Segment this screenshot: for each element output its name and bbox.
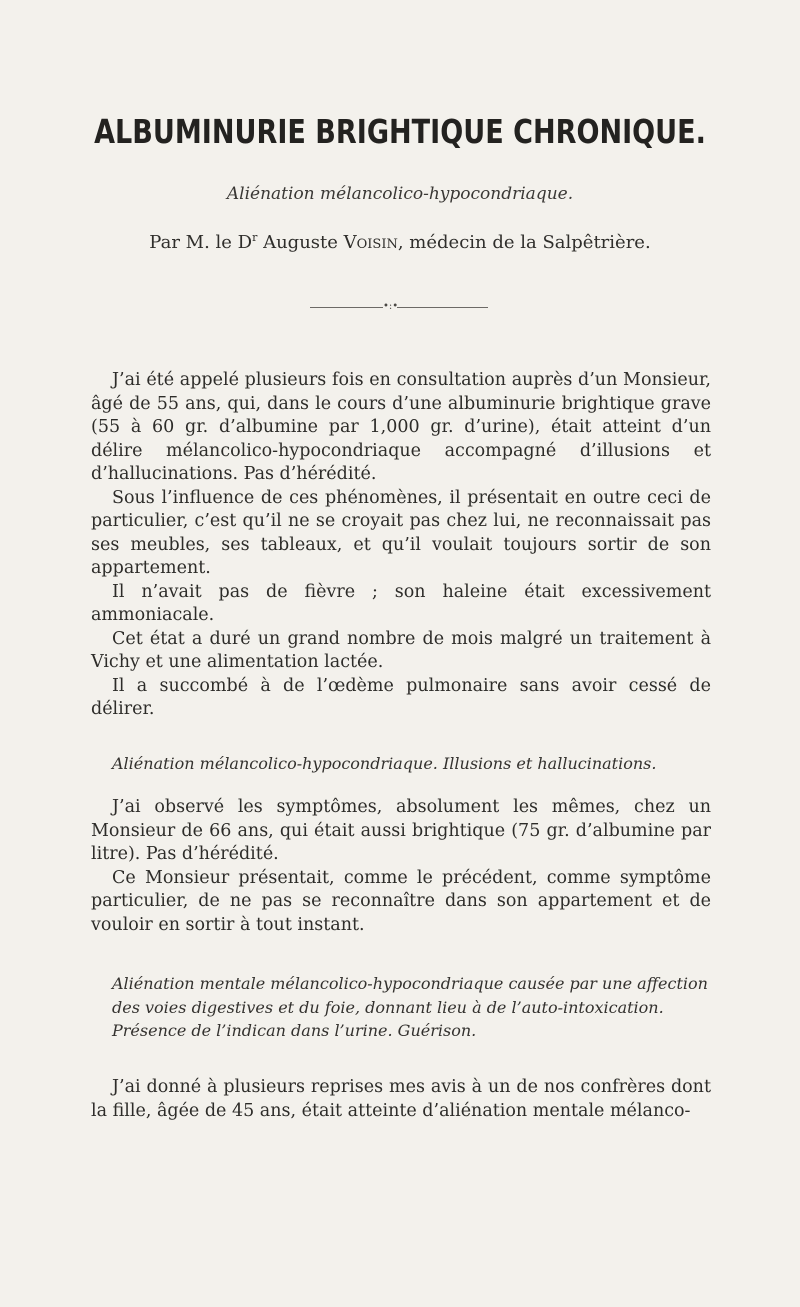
heading-line: des voies digestives et du foie, donnant lieu à de l’auto-intoxication. (112, 997, 664, 1017)
heading-line: Aliénation mentale mélancolico-hypocondriaque causée par une affection (112, 974, 708, 993)
paragraph: Sous l’influence de ces phénomènes, il présentait en outre ceci de particulier, c’est qu’il ne se croyait pas chez lui, ne reconnaissait pas ses meubles, ses tableaux, et qu’il voulait toujours sortir de son appartement. (91, 487, 711, 578)
article-subtitle: Aliénation mélancolico-hypocondriaque. (226, 184, 574, 204)
section-2-body (91, 796, 711, 937)
section-1-body (91, 369, 711, 722)
byline-author-first: Auguste (257, 232, 344, 253)
separator-rule (310, 307, 488, 308)
byline-suffix: , médecin de la Salpêtrière. (397, 232, 651, 253)
section-3-heading (91, 972, 711, 1043)
heading-line: Présence de l’indican dans l’urine. Guérison. (112, 1021, 477, 1040)
byline-prefix: Par M. le D (149, 232, 253, 253)
paragraph: Il a succombé à de l’œdème pulmonaire sans avoir cessé de délirer. (91, 675, 711, 719)
article-title: ALBUMINURIE BRIGHTIQUE CHRONIQUE. (94, 112, 706, 151)
paragraph: Cet état a duré un grand nombre de mois malgré un traitement à Vichy et une alimentation lactée. (91, 628, 711, 672)
paragraph: J’ai donné à plusieurs reprises mes avis à un de nos confrères dont la fille, âgée de 45 ans, était atteinte d’aliénation mentale mélanco- (91, 1077, 711, 1121)
byline-author-last: Voisin (343, 232, 398, 253)
byline-sup: r (252, 231, 258, 244)
paragraph: J’ai observé les symptômes, absolument les mêmes, chez un Monsieur de 66 ans, qui était aussi brightique (75 gr. d’albumine par litre). Pas d’hérédité. (91, 797, 711, 864)
paragraph: Il n’avait pas de fièvre ; son haleine était excessivement ammoniacale. (91, 581, 711, 625)
separator-ornament: •:• (383, 301, 399, 312)
paragraph: J’ai été appelé plusieurs fois en consultation auprès d’un Monsieur, âgé de 55 ans, qui, dans le cours d’une albuminurie brightique grave (55 à 60 gr. d’albumine par 1,000 gr. d’urine), était atteint d’un délire mélancolico-hypocondriaque accompagné d’illusions et d’hallucinations. Pas d’hérédité. (91, 370, 711, 484)
section-2-heading: Aliénation mélancolico-hypocondriaque. Illusions et hallucinations. (112, 754, 657, 773)
paragraph: Ce Monsieur présentait, comme le précédent, comme symptôme particulier, de ne pas se reconnaître dans son appartement et de vouloir en sortir à tout instant. (91, 867, 711, 935)
section-3-body (91, 1076, 711, 1123)
author-byline (0, 231, 800, 253)
